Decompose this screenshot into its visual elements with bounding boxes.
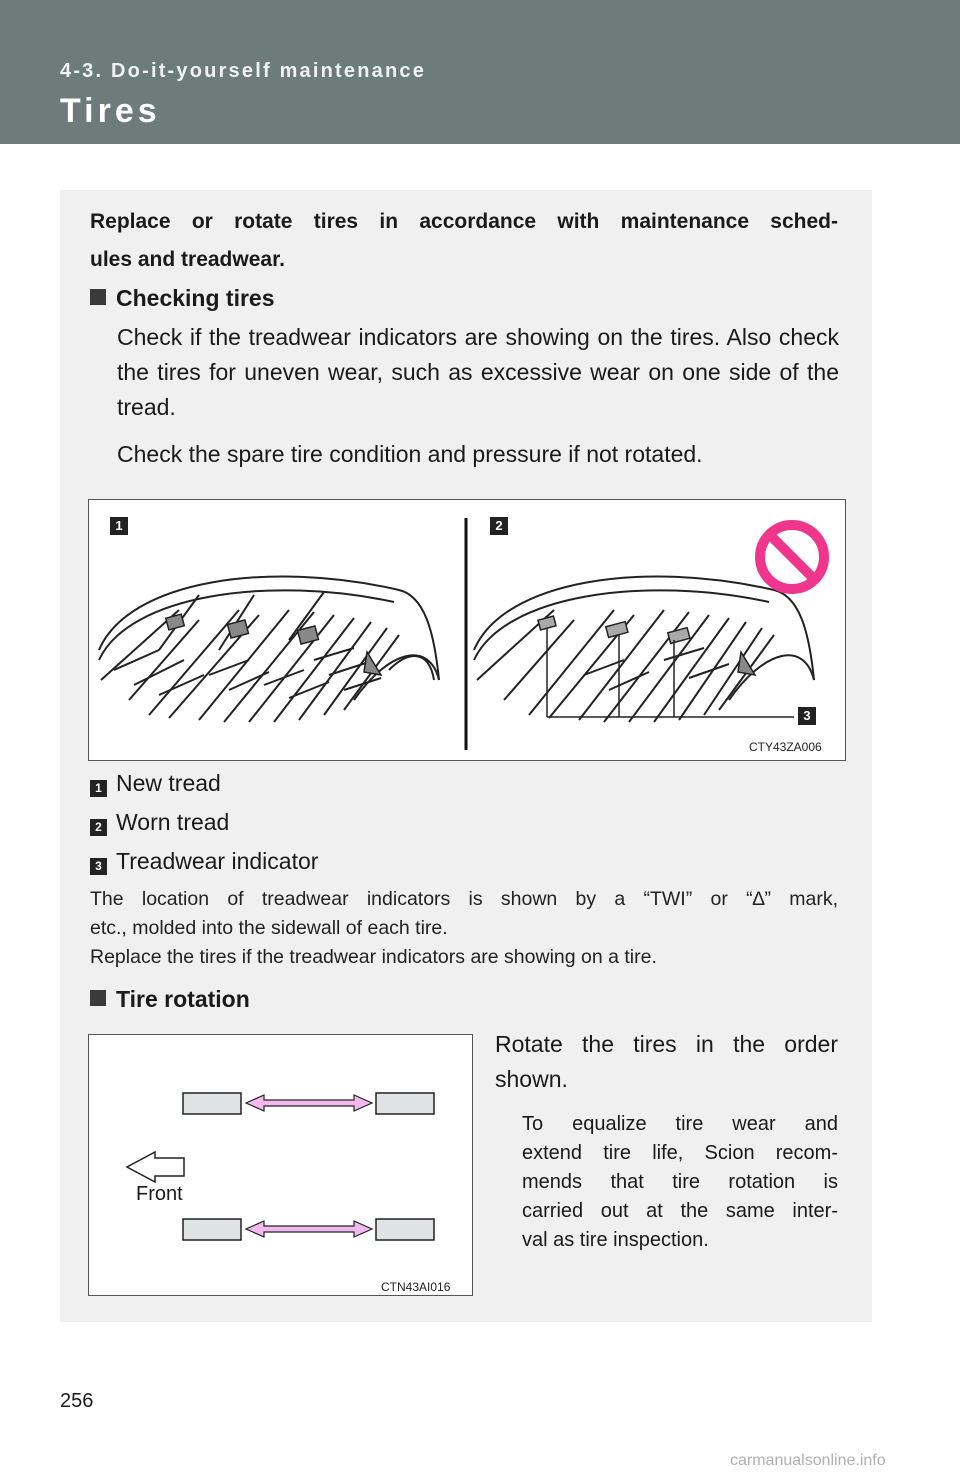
rotation-text xyxy=(495,1027,838,1097)
tread-illustration xyxy=(89,500,845,760)
tread-figure xyxy=(88,499,846,761)
intro-line: ules and treadwear. xyxy=(90,248,285,271)
figure-badge-2: 2 xyxy=(490,517,508,535)
tire-front-left xyxy=(183,1093,241,1114)
checking-heading xyxy=(90,285,275,312)
rotation-figure-code: CTN43AI016 xyxy=(381,1280,451,1294)
rotation-heading xyxy=(90,986,250,1013)
checking-heading-label: Checking tires xyxy=(116,285,275,311)
tire-rear-right xyxy=(376,1219,434,1240)
new-tread-illustration xyxy=(99,577,439,723)
legend-item xyxy=(90,770,221,797)
legend-item xyxy=(90,809,229,836)
spare-paragraph: Check the spare tire condition and pressure if not rotated. xyxy=(117,441,703,467)
intro-line: Replace or rotate tires in accordance with maintenance sched- xyxy=(90,210,838,233)
checking-paragraph: Check if the treadwear indicators are showing on the tires. Also check the tires for uneven wear, such as excessive wear on one side of the tread. xyxy=(117,324,839,420)
rotation-text-line: Rotate the tires in the order xyxy=(495,1031,838,1057)
front-label: Front xyxy=(136,1183,183,1205)
legend-item xyxy=(90,848,318,875)
section-label: 4-3. Do-it-yourself maintenance xyxy=(60,60,427,82)
page-number: 256 xyxy=(60,1390,94,1412)
legend-badge: 1 xyxy=(90,780,107,797)
figure-code: CTY43ZA006 xyxy=(749,740,822,754)
prohibited-icon xyxy=(760,525,824,589)
tire-front-right xyxy=(376,1093,434,1114)
rotation-note xyxy=(522,1110,838,1255)
treadwear-note xyxy=(90,885,838,972)
page-title: Tires xyxy=(60,92,161,130)
square-bullet-icon xyxy=(90,990,106,1006)
figure-badge-3: 3 xyxy=(798,707,816,725)
legend-badge: 3 xyxy=(90,858,107,875)
front-arrow-icon xyxy=(127,1152,184,1182)
legend-label: New tread xyxy=(116,770,221,796)
rotation-note-line: carried out at the same inter- xyxy=(522,1200,838,1222)
rotation-heading-label: Tire rotation xyxy=(116,986,250,1012)
rotation-note-line: val as tire inspection. xyxy=(522,1229,709,1251)
rotation-diagram xyxy=(89,1035,472,1295)
worn-tread-illustration xyxy=(474,577,814,723)
figure-badge-1: 1 xyxy=(110,517,128,535)
legend-badge: 2 xyxy=(90,819,107,836)
tire-rear-left xyxy=(183,1219,241,1240)
rotation-note-line: To equalize tire wear and xyxy=(522,1113,838,1135)
watermark: carmanualsonline.info xyxy=(730,1452,886,1469)
intro-text xyxy=(90,203,838,279)
rotation-figure xyxy=(88,1034,473,1296)
rotation-note-line: mends that tire rotation is xyxy=(522,1171,838,1193)
legend-label: Worn tread xyxy=(116,809,230,835)
note-line: Replace the tires if the treadwear indicators are showing on a tire. xyxy=(90,946,657,968)
square-bullet-icon xyxy=(90,289,106,305)
rotation-text-line: shown. xyxy=(495,1066,568,1092)
note-line: etc., molded into the sidewall of each tire. xyxy=(90,917,448,939)
note-line: The location of treadwear indicators is shown by a “TWI” or “∆” mark, xyxy=(90,888,838,910)
rotation-arrow xyxy=(246,1095,372,1237)
legend-label: Treadwear indicator xyxy=(116,848,319,874)
rotation-note-line: extend tire life, Scion recom- xyxy=(522,1142,838,1164)
